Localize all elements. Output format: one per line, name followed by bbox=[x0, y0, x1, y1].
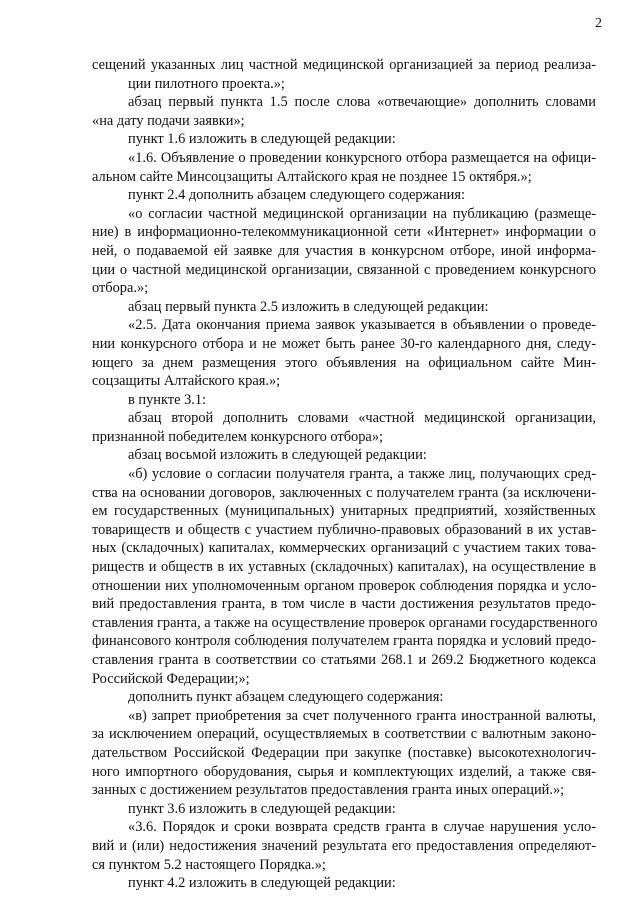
text-line: товариществ и обществ с участием публично-правовых образований в их устав- bbox=[92, 521, 596, 538]
text-line: отбора.»; bbox=[92, 280, 149, 297]
text-line: отношении них уполномоченным органом проверок соблюдения порядка и усло- bbox=[92, 577, 596, 594]
text-line: «на дату подачи заявки»; bbox=[92, 112, 245, 129]
text-line: «2.5. Дата окончания приема заявок указывается в объявлении о проведе- bbox=[128, 317, 596, 334]
text-line: ции о частной медицинской организации, связанной с проведением конкурсного bbox=[92, 261, 596, 278]
text-line: занных с достижением результатов предоставления гранта иных операций.»; bbox=[92, 782, 565, 799]
text-line: дательством Российской Федерации при закупке (поставке) высокотехнологич- bbox=[92, 744, 596, 761]
text-line: пункт 4.2 изложить в следующей редакции: bbox=[128, 875, 396, 892]
text-line: вий предоставления гранта, в том числе в части достижения результатов предо- bbox=[92, 596, 596, 613]
text-line: ного импортного оборудования, сырья и комплектующих изделий, а также свя- bbox=[92, 763, 596, 780]
text-line: Российской Федерации;»; bbox=[92, 670, 250, 687]
text-line: абзац второй дополнить словами «частной медицинской организации, bbox=[128, 410, 596, 427]
text-line: альном сайте Минсоцзащиты Алтайского края не позднее 15 октября.»; bbox=[92, 168, 532, 185]
text-line: ней, о подаваемой ей заявке для участия в конкурсном отборе, иной информа- bbox=[92, 242, 596, 259]
text-line: ставления гранта, а также на осуществление проверок органами государственного bbox=[92, 614, 598, 631]
text-line: финансового контроля соблюдения получателем гранта порядка и условий предо- bbox=[92, 633, 596, 650]
text-line: признанной победителем конкурсного отбора»; bbox=[92, 428, 384, 445]
text-line: за исключением операций, осуществляемых в соответствии с валютным законо- bbox=[92, 726, 596, 743]
text-line: пункт 2.4 дополнить абзацем следующего содержания: bbox=[128, 187, 465, 204]
text-line: «3.6. Порядок и сроки возврата средств гранта в случае нарушения усло- bbox=[128, 819, 596, 836]
text-line: «о согласии частной медицинской организации на публикацию (размеще- bbox=[128, 205, 596, 222]
text-line: ся пунктом 5.2 настоящего Порядка.»; bbox=[92, 856, 326, 873]
text-line: соцзащиты Алтайского края.»; bbox=[92, 373, 281, 390]
text-line: риществ и обществ в их уставных (складочных) капиталах), на осуществление в bbox=[92, 559, 596, 576]
text-line: дополнить пункт абзацем следующего содержания: bbox=[128, 689, 444, 706]
text-line: нии конкурсного отбора и не может быть ранее 30-го календарного дня, следу- bbox=[92, 335, 596, 352]
text-line: ставления гранта в соответствии со статьями 268.1 и 269.2 Бюджетного кодекса bbox=[92, 652, 596, 668]
text-line: «1.6. Объявление о проведении конкурсного отбора размещается на офици- bbox=[128, 149, 596, 166]
text-line: абзац первый пункта 2.5 изложить в следующей редакции: bbox=[128, 298, 489, 315]
text-line: пункт 1.6 изложить в следующей редакции: bbox=[128, 131, 396, 148]
text-line: «в) запрет приобретения за счет полученного гранта иностранной валюты, bbox=[128, 707, 596, 724]
text-line: в пункте 3.1: bbox=[128, 391, 207, 408]
text-line: ем государственных (муниципальных) унитарных предприятий, хозяйственных bbox=[92, 503, 596, 520]
text-line: ние) в информационно-телекоммуникационной сети «Интернет» информации о bbox=[92, 224, 596, 241]
text-line: ющего за днем размещения этого объявления на официальном сайте Мин- bbox=[92, 354, 596, 371]
text-line: вий и (или) недостижения значений результата его предоставления определяют- bbox=[92, 837, 596, 854]
text-line: «б) условие о согласии получателя гранта, а также лиц, получающих сред- bbox=[128, 466, 596, 483]
text-line: сещений указанных лиц частной медицинской организацией за период реализа- bbox=[92, 57, 596, 73]
text-line: абзац первый пункта 1.5 после слова «отвечающие» дополнить словами bbox=[128, 94, 596, 111]
text-line: абзац восьмой изложить в следующей редакции: bbox=[128, 447, 427, 464]
text-line: ции пилотного проекта.»; bbox=[128, 75, 285, 92]
text-line: ства на основании договоров, заключенных с получателем гранта (за исключени- bbox=[92, 484, 596, 501]
text-line: пункт 3.6 изложить в следующей редакции: bbox=[128, 800, 396, 817]
text-line: ных (складочных) капиталах, коммерческих организаций с участием таких това- bbox=[92, 540, 596, 557]
document-body bbox=[92, 56, 596, 893]
page-number: 2 bbox=[595, 16, 602, 31]
